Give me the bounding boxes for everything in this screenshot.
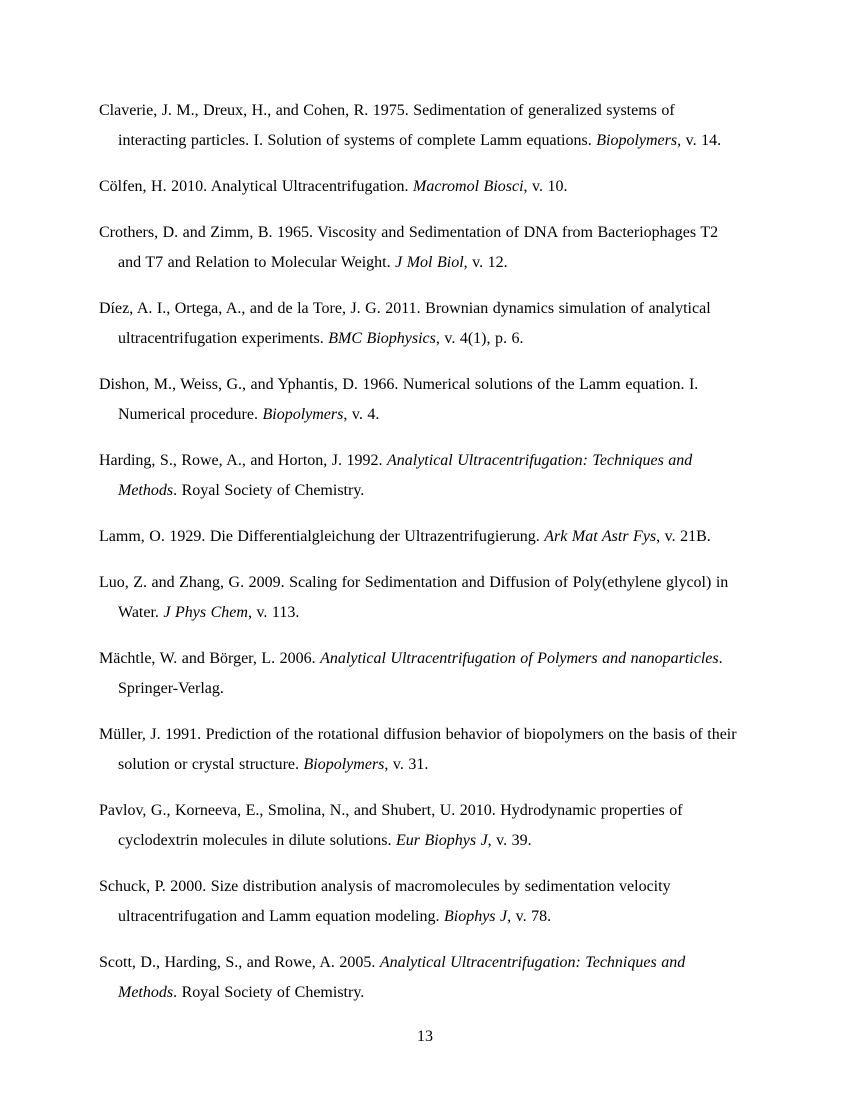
reference-entry [99, 172, 744, 202]
reference-text: , v. 4(1), p. 6. [435, 330, 524, 347]
reference-title-italic: J Phys Chem [163, 604, 248, 621]
reference-title-italic: J Mol Biol [395, 254, 464, 271]
reference-text: Müller, J. 1991. Prediction of the rotational diffusion behavior of biopolymers on the basis of their solution or crystal structure. [99, 726, 737, 773]
reference-title-italic: Analytical Ultracentrifugation of Polymers and nanoparticles [320, 650, 719, 667]
reference-text: , v. 78. [507, 908, 552, 925]
reference-title-italic: Biophys J [443, 908, 508, 925]
reference-text: , v. 10. [523, 178, 568, 195]
reference-entry [99, 370, 744, 430]
reference-text: , v. 14. [677, 132, 722, 149]
reference-entry [99, 948, 744, 1008]
reference-entry [99, 294, 744, 354]
reference-text: Scott, D., Harding, S., and Rowe, A. 2005. [99, 954, 380, 971]
reference-title-italic: Macromol Biosci [412, 178, 524, 195]
reference-title-italic: Biopolymers [262, 406, 344, 423]
reference-entry [99, 568, 744, 628]
reference-text: . Springer-Verlag. [118, 650, 723, 697]
reference-text: , v. 12. [463, 254, 508, 271]
reference-entry [99, 446, 744, 506]
reference-text: , v. 39. [487, 832, 532, 849]
reference-title-italic: Ark Mat Astr Fys [544, 528, 657, 545]
reference-text: Luo, Z. and Zhang, G. 2009. Scaling for Sedimentation and Diffusion of Poly(ethylene glycol) in Water. [99, 574, 729, 621]
page-number: 13 [417, 1028, 433, 1045]
reference-title-italic: Analytical Ultracentrifugation: Techniques and Methods [118, 954, 686, 1001]
reference-text: . Royal Society of Chemistry. [173, 984, 365, 1001]
reference-entry [99, 644, 744, 704]
reference-title-italic: BMC Biophysics [328, 330, 436, 347]
reference-entry [99, 522, 744, 552]
reference-title-italic: Biopolymers [596, 132, 678, 149]
reference-text: Cölfen, H. 2010. Analytical Ultracentrifugation. [99, 178, 413, 195]
reference-text: , v. 31. [384, 756, 429, 773]
reference-entry [99, 872, 744, 932]
reference-title-italic: Analytical Ultracentrifugation: Techniques and Methods [118, 452, 693, 499]
reference-text: Claverie, J. M., Dreux, H., and Cohen, R. 1975. Sedimentation of generalized systems of interacting particles. I. Solution of systems of complete Lamm equations. [99, 102, 675, 149]
reference-text: Lamm, O. 1929. Die Differentialgleichung der Ultrazentrifugierung. [99, 528, 545, 545]
reference-entry [99, 96, 744, 156]
reference-text: Crothers, D. and Zimm, B. 1965. Viscosity and Sedimentation of DNA from Bacteriophages T2 and T7 and Relation to Molecular Weight. [99, 224, 719, 271]
reference-text: Dishon, M., Weiss, G., and Yphantis, D. 1966. Numerical solutions of the Lamm equation. I. Numerical procedure. [99, 376, 699, 423]
reference-text: Mächtle, W. and Börger, L. 2006. [99, 650, 321, 667]
reference-text: , v. 4. [343, 406, 380, 423]
reference-entry [99, 796, 744, 856]
reference-text: Harding, S., Rowe, A., and Horton, J. 1992. [99, 452, 387, 469]
reference-list [99, 96, 744, 1024]
reference-title-italic: Eur Biophys J [396, 832, 488, 849]
reference-text: Pavlov, G., Korneeva, E., Smolina, N., and Shubert, U. 2010. Hydrodynamic properties of cyclodextrin molecules in dilute solutions. [99, 802, 683, 849]
reference-text: Schuck, P. 2000. Size distribution analysis of macromolecules by sedimentation velocity ultracentrifugation and Lamm equation modeling. [99, 878, 671, 925]
reference-entry [99, 218, 744, 278]
reference-title-italic: Biopolymers [303, 756, 385, 773]
reference-entry [99, 720, 744, 780]
reference-text: , v. 21B. [656, 528, 711, 545]
reference-text: . Royal Society of Chemistry. [173, 482, 365, 499]
reference-text: Díez, A. I., Ortega, A., and de la Tore, J. G. 2011. Brownian dynamics simulation of analytical ultracentrifugation experiments. [99, 300, 711, 347]
reference-text: , v. 113. [247, 604, 300, 621]
